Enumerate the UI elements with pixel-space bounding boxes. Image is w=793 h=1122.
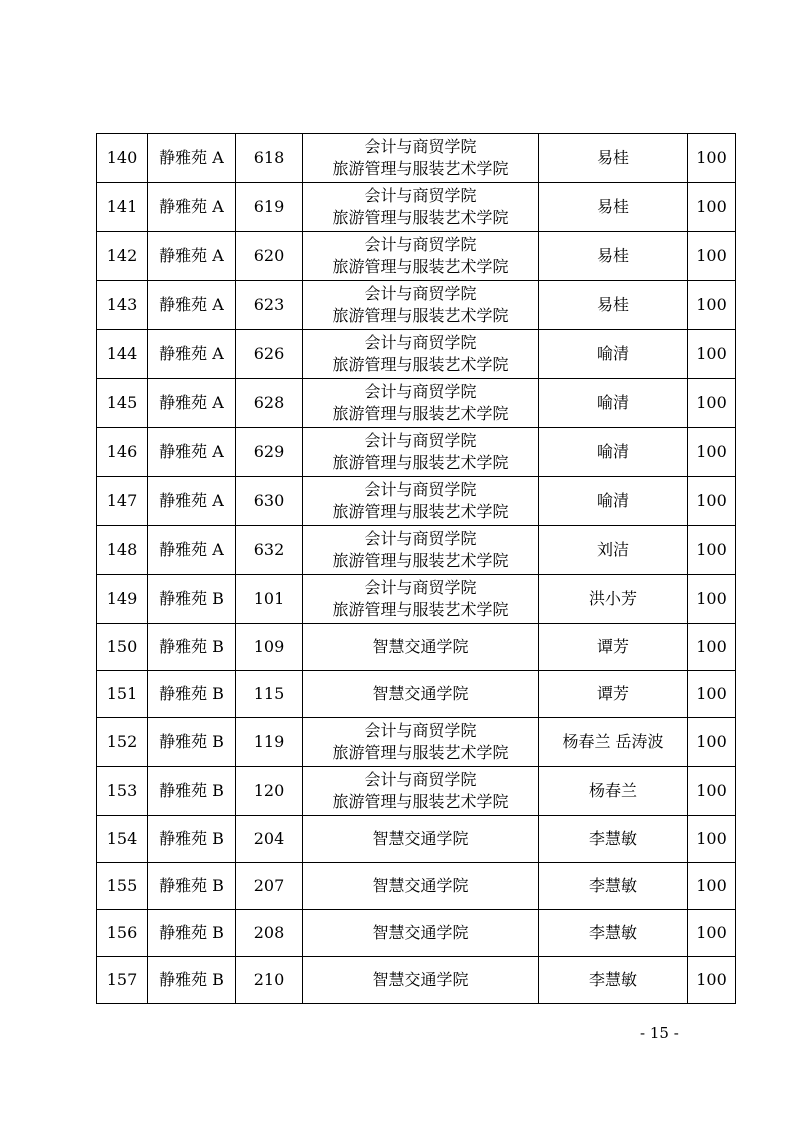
college-cell [303,134,539,183]
table-row [97,526,736,575]
college-name: 会计与商贸学院 [364,770,477,789]
college-name: 智慧交通学院 [372,684,469,703]
college-name: 会计与商贸学院 [364,721,477,740]
room-number-cell: 119 [236,718,303,767]
college-name: 会计与商贸学院 [364,284,477,303]
table-row [97,281,736,330]
college-name: 智慧交通学院 [372,923,469,942]
college-name: 会计与商贸学院 [364,137,477,156]
table-row [97,624,736,671]
building-cell: 静雅苑 B [148,575,236,624]
building-cell: 静雅苑 A [148,183,236,232]
building-cell: 静雅苑 B [148,718,236,767]
college-name: 旅游管理与服装艺术学院 [332,208,509,227]
college-name: 旅游管理与服装艺术学院 [332,306,509,325]
table-row [97,183,736,232]
table-row [97,134,736,183]
table-row [97,816,736,863]
serial-number-cell: 141 [97,183,148,232]
college-name: 会计与商贸学院 [364,431,477,450]
college-name: 会计与商贸学院 [364,186,477,205]
teacher-cell: 李慧敏 [539,816,688,863]
score-cell: 100 [688,183,736,232]
teacher-cell: 谭芳 [539,671,688,718]
building-cell: 静雅苑 B [148,863,236,910]
room-number-cell: 618 [236,134,303,183]
room-number-cell: 208 [236,910,303,957]
serial-number-cell: 151 [97,671,148,718]
score-cell: 100 [688,477,736,526]
dormitory-score-table [96,133,736,1004]
table-row [97,767,736,816]
building-cell: 静雅苑 B [148,671,236,718]
serial-number-cell: 154 [97,816,148,863]
table-row [97,330,736,379]
room-number-cell: 620 [236,232,303,281]
teacher-cell: 喻清 [539,428,688,477]
table-row [97,477,736,526]
room-number-cell: 623 [236,281,303,330]
room-number-cell: 629 [236,428,303,477]
serial-number-cell: 149 [97,575,148,624]
college-name: 旅游管理与服装艺术学院 [332,257,509,276]
college-name: 会计与商贸学院 [364,382,477,401]
college-name: 旅游管理与服装艺术学院 [332,743,509,762]
teacher-cell: 谭芳 [539,624,688,671]
college-name: 旅游管理与服装艺术学院 [332,404,509,423]
building-cell: 静雅苑 B [148,816,236,863]
college-name: 会计与商贸学院 [364,529,477,548]
college-cell [303,671,539,718]
score-cell: 100 [688,330,736,379]
college-name: 旅游管理与服装艺术学院 [332,600,509,619]
score-cell: 100 [688,816,736,863]
room-number-cell: 210 [236,957,303,1004]
room-number-cell: 115 [236,671,303,718]
teacher-cell: 杨春兰 岳涛波 [539,718,688,767]
serial-number-cell: 143 [97,281,148,330]
room-number-cell: 207 [236,863,303,910]
college-cell [303,428,539,477]
serial-number-cell: 155 [97,863,148,910]
college-name: 旅游管理与服装艺术学院 [332,355,509,374]
college-name: 智慧交通学院 [372,829,469,848]
score-cell: 100 [688,718,736,767]
serial-number-cell: 150 [97,624,148,671]
teacher-cell: 易桂 [539,281,688,330]
building-cell: 静雅苑 A [148,281,236,330]
college-name: 旅游管理与服装艺术学院 [332,159,509,178]
college-cell [303,232,539,281]
college-name: 智慧交通学院 [372,876,469,895]
serial-number-cell: 157 [97,957,148,1004]
college-cell [303,575,539,624]
college-cell [303,379,539,428]
college-cell [303,183,539,232]
score-cell: 100 [688,134,736,183]
serial-number-cell: 142 [97,232,148,281]
serial-number-cell: 148 [97,526,148,575]
building-cell: 静雅苑 A [148,477,236,526]
table-row [97,379,736,428]
serial-number-cell: 146 [97,428,148,477]
room-number-cell: 632 [236,526,303,575]
table-row [97,428,736,477]
room-number-cell: 109 [236,624,303,671]
college-cell [303,330,539,379]
college-cell [303,767,539,816]
serial-number-cell: 152 [97,718,148,767]
college-name: 会计与商贸学院 [364,578,477,597]
room-number-cell: 120 [236,767,303,816]
teacher-cell: 洪小芳 [539,575,688,624]
teacher-cell: 喻清 [539,330,688,379]
score-cell: 100 [688,957,736,1004]
college-name: 会计与商贸学院 [364,333,477,352]
serial-number-cell: 153 [97,767,148,816]
college-cell [303,718,539,767]
building-cell: 静雅苑 A [148,379,236,428]
teacher-cell: 易桂 [539,134,688,183]
college-name: 会计与商贸学院 [364,235,477,254]
building-cell: 静雅苑 B [148,910,236,957]
score-cell: 100 [688,575,736,624]
college-name: 会计与商贸学院 [364,480,477,499]
college-cell [303,863,539,910]
score-cell: 100 [688,428,736,477]
college-cell [303,526,539,575]
college-name: 旅游管理与服装艺术学院 [332,453,509,472]
table-row [97,718,736,767]
teacher-cell: 李慧敏 [539,863,688,910]
score-cell: 100 [688,624,736,671]
table-row [97,575,736,624]
college-name: 旅游管理与服装艺术学院 [332,502,509,521]
building-cell: 静雅苑 A [148,232,236,281]
table-row [97,957,736,1004]
college-name: 智慧交通学院 [372,970,469,989]
college-name: 智慧交通学院 [372,637,469,656]
teacher-cell: 易桂 [539,183,688,232]
table-row [97,232,736,281]
table-row [97,910,736,957]
college-name: 旅游管理与服装艺术学院 [332,551,509,570]
room-number-cell: 204 [236,816,303,863]
college-cell [303,624,539,671]
room-number-cell: 630 [236,477,303,526]
score-cell: 100 [688,910,736,957]
college-cell [303,477,539,526]
score-cell: 100 [688,671,736,718]
score-cell: 100 [688,232,736,281]
building-cell: 静雅苑 A [148,428,236,477]
table-row [97,671,736,718]
college-cell [303,957,539,1004]
college-cell [303,816,539,863]
score-cell: 100 [688,767,736,816]
teacher-cell: 刘洁 [539,526,688,575]
table-body [97,134,736,1004]
college-cell [303,910,539,957]
teacher-cell: 李慧敏 [539,910,688,957]
room-number-cell: 101 [236,575,303,624]
page-number: - 15 - [640,1024,679,1042]
score-cell: 100 [688,863,736,910]
serial-number-cell: 156 [97,910,148,957]
teacher-cell: 杨春兰 [539,767,688,816]
teacher-cell: 喻清 [539,379,688,428]
room-number-cell: 619 [236,183,303,232]
score-cell: 100 [688,281,736,330]
teacher-cell: 李慧敏 [539,957,688,1004]
table-row [97,863,736,910]
building-cell: 静雅苑 A [148,330,236,379]
building-cell: 静雅苑 B [148,957,236,1004]
college-name: 旅游管理与服装艺术学院 [332,792,509,811]
building-cell: 静雅苑 A [148,526,236,575]
teacher-cell: 喻清 [539,477,688,526]
building-cell: 静雅苑 B [148,624,236,671]
serial-number-cell: 140 [97,134,148,183]
college-cell [303,281,539,330]
serial-number-cell: 145 [97,379,148,428]
room-number-cell: 628 [236,379,303,428]
teacher-cell: 易桂 [539,232,688,281]
serial-number-cell: 144 [97,330,148,379]
building-cell: 静雅苑 B [148,767,236,816]
serial-number-cell: 147 [97,477,148,526]
score-cell: 100 [688,379,736,428]
room-number-cell: 626 [236,330,303,379]
building-cell: 静雅苑 A [148,134,236,183]
score-cell: 100 [688,526,736,575]
